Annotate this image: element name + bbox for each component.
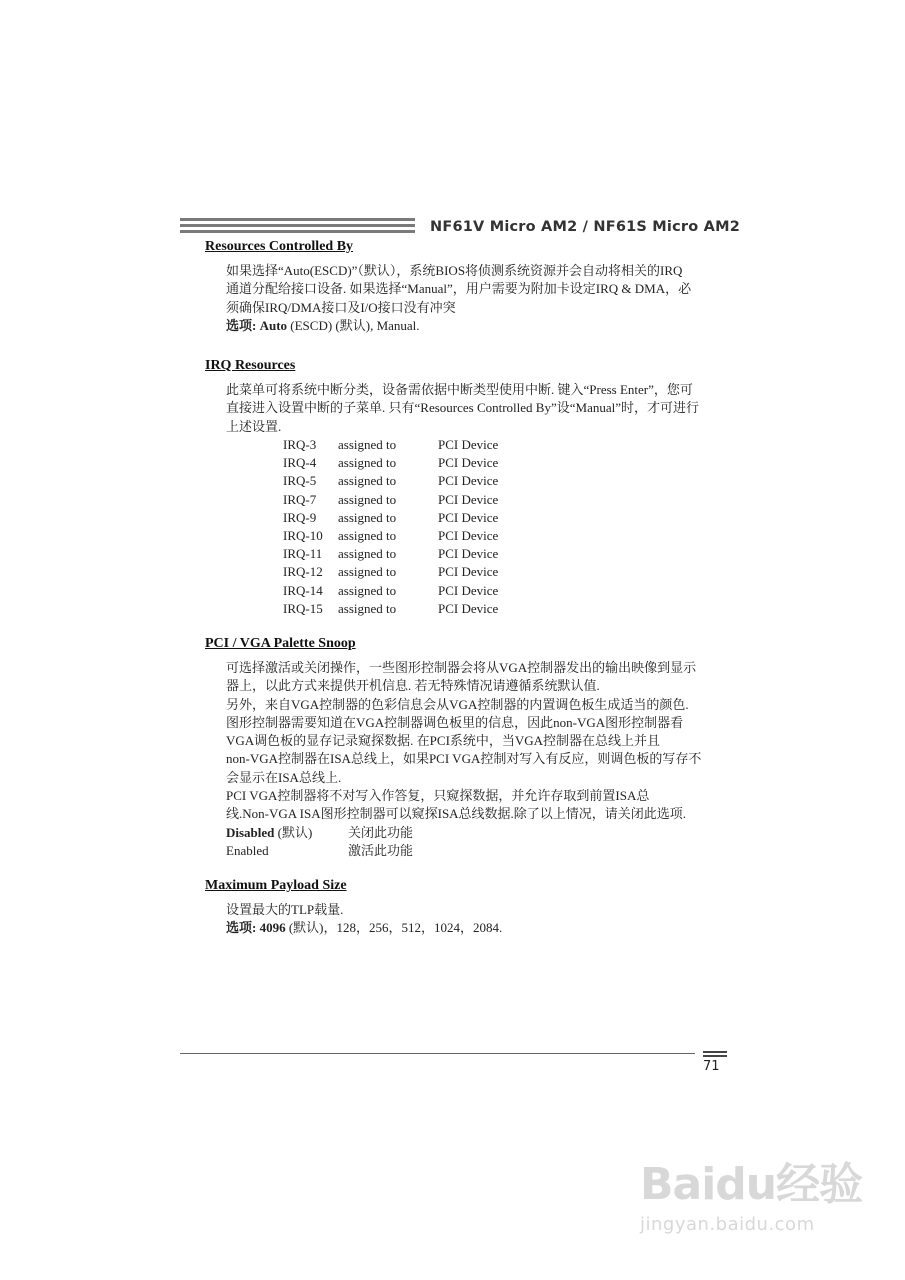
- irq-device: PCI Device: [438, 527, 499, 543]
- body-line: 线.Non-VGA ISA图形控制器可以窥探ISA总线数据.除了以上情况，请关闭此选项.: [226, 806, 687, 822]
- table-row: [283, 491, 558, 509]
- baidu-logo: Baidu经验: [640, 1159, 863, 1210]
- option-label: 选项: Auto: [226, 317, 288, 333]
- footer-bars: [703, 1051, 727, 1059]
- irq-assign: assigned to: [338, 600, 397, 616]
- irq-number: IRQ-7: [283, 491, 317, 507]
- body-line: 另外，来自VGA控制器的色彩信息会从VGA控制器的内置调色板生成适当的颜色.: [226, 696, 689, 712]
- body-line: VGA调色板的显存记录窥探数据. 在PCI系统中，当VGA控制器在总线上并且: [226, 733, 661, 749]
- irq-assign: assigned to: [338, 455, 397, 471]
- option-label: 选项: 4096: [226, 920, 286, 936]
- body-line: 此菜单可将系统中断分类，设备需依据中断类型使用中断. 键入“Press Enter”，您可: [226, 382, 693, 397]
- option-key: Disabled: [226, 824, 275, 840]
- option-enabled: [226, 842, 724, 860]
- table-row: [283, 509, 558, 527]
- irq-number: IRQ-12: [283, 564, 323, 580]
- option-line: [226, 919, 724, 937]
- table-row: [283, 545, 558, 563]
- body-line: 器上，以此方式来提供开机信息. 若无特殊情况请遵循系统默认值.: [226, 678, 600, 694]
- irq-number: IRQ-4: [283, 455, 317, 471]
- section-title-payload: Maximum Payload Size: [205, 878, 347, 893]
- table-row: [283, 527, 558, 545]
- irq-device: PCI Device: [438, 600, 499, 616]
- table-row: [283, 436, 558, 454]
- irq-table: [283, 436, 558, 618]
- irq-number: IRQ-11: [283, 546, 323, 562]
- body-line: 如果选择“Auto(ESCD)”（默认），系统BIOS将侦测系统资源并会自动将相关的IRQ: [226, 263, 683, 278]
- irq-assign: assigned to: [338, 582, 397, 598]
- irq-device: PCI Device: [438, 564, 499, 580]
- option-key: Enabled: [226, 842, 269, 858]
- irq-number: IRQ-14: [283, 582, 323, 598]
- section-body-payload: [226, 901, 724, 938]
- option-values: (ESCD) (默认), Manual.: [287, 317, 420, 333]
- section-body-resources: [226, 262, 724, 335]
- watermark: [640, 1148, 862, 1235]
- section-title-irq: IRQ Resources: [205, 358, 296, 373]
- section-title-pci-vga: PCI / VGA Palette Snoop: [205, 636, 356, 651]
- option-disabled: [226, 824, 724, 842]
- irq-assign: assigned to: [338, 509, 397, 525]
- irq-number: IRQ-3: [283, 437, 317, 452]
- irq-device: PCI Device: [438, 473, 499, 489]
- irq-assign: assigned to: [338, 527, 397, 543]
- header-title: NF61V Micro AM2 / NF61S Micro AM2: [430, 219, 740, 235]
- watermark-url: jingyan.baidu.com: [640, 1214, 815, 1235]
- irq-assign: assigned to: [338, 491, 397, 507]
- irq-assign: assigned to: [338, 473, 397, 489]
- irq-device: PCI Device: [438, 546, 499, 562]
- body-line: 设置最大的TLP载量.: [226, 902, 344, 917]
- irq-device: PCI Device: [438, 455, 499, 471]
- irq-assign: assigned to: [338, 564, 397, 580]
- irq-assign: assigned to: [338, 546, 397, 562]
- irq-device: PCI Device: [438, 582, 499, 598]
- body-line: 上述设置.: [226, 418, 282, 434]
- body-line: 须确保IRQ/DMA接口及I/O接口没有冲突: [226, 299, 456, 315]
- body-line: 图形控制器需要知道在VGA控制器调色板里的信息，因此non-VGA图形控制器看: [226, 714, 684, 730]
- option-desc: 激活此功能: [348, 842, 414, 858]
- irq-device: PCI Device: [438, 491, 499, 507]
- irq-assign: assigned to: [338, 437, 397, 452]
- option-default: (默认): [274, 824, 313, 840]
- table-row: [283, 472, 558, 490]
- table-row: [283, 582, 558, 600]
- body-line: 可选择激活或关闭操作，一些图形控制器会将从VGA控制器发出的输出映像到显示: [226, 660, 697, 675]
- header-rule: [180, 218, 415, 236]
- table-row: [283, 563, 558, 581]
- irq-number: IRQ-15: [283, 600, 323, 616]
- body-line: PCI VGA控制器将不对写入作答复，只窥探数据，并允许存取到前置ISA总: [226, 788, 650, 804]
- irq-number: IRQ-5: [283, 473, 317, 489]
- option-values: (默认)，128，256，512，1024，2084.: [285, 920, 503, 936]
- section-body-irq: [226, 381, 724, 436]
- irq-number: IRQ-9: [283, 509, 317, 525]
- irq-device: PCI Device: [438, 437, 499, 452]
- body-line: 直接进入设置中断的子菜单. 只有“Resources Controlled By”设“Manual”时，才可进行: [226, 400, 699, 416]
- page-number: 71: [703, 1059, 720, 1074]
- section-body-pci-vga: [226, 659, 724, 860]
- irq-device: PCI Device: [438, 509, 499, 525]
- table-row: [283, 454, 558, 472]
- body-line: 会显示在ISA总线上.: [226, 769, 342, 785]
- option-desc: 关闭此功能: [348, 824, 414, 840]
- body-line: 通道分配给接口设备. 如果选择“Manual”，用户需要为附加卡设定IRQ & DMA，必: [226, 281, 692, 297]
- body-line: non-VGA控制器在ISA总线上，如果PCI VGA控制对写入有反应，则调色板的写存不: [226, 751, 702, 767]
- irq-number: IRQ-10: [283, 527, 323, 543]
- option-line: [226, 317, 724, 335]
- table-row: [283, 600, 558, 618]
- section-title-resources: Resources Controlled By: [205, 239, 354, 254]
- footer-rule: [180, 1053, 695, 1054]
